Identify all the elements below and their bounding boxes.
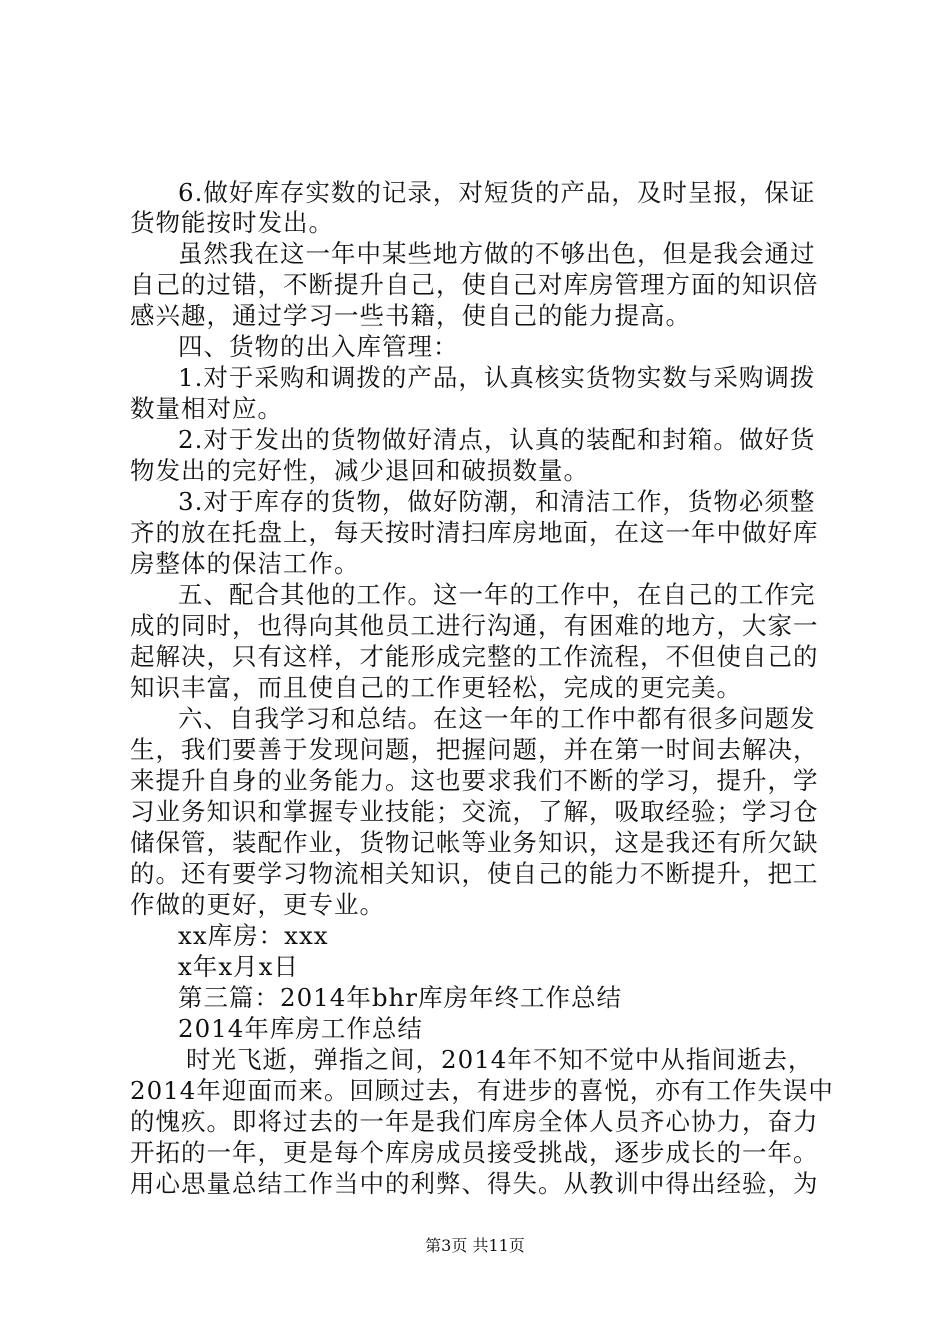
text-line: 数量相对应。 <box>130 394 283 423</box>
text-line: 货物能按时发出。 <box>130 208 334 237</box>
text-line: 六、自我学习和总结。在这一年的工作中都有很多问题发 <box>178 704 816 733</box>
text-line: 6.做好库存实数的记录，对短货的产品，及时呈报，保证 <box>178 178 816 207</box>
text-line: 开拓的一年，更是每个库房成员接受挑战，逐步成长的一年。 <box>130 1138 819 1167</box>
text-line: 来提升自身的业务能力。这也要求我们不断的学习，提升，学 <box>130 766 819 795</box>
text-line: 作做的更好，更专业。 <box>130 890 385 919</box>
date-line: x年x月x日 <box>178 952 299 981</box>
text-line: 习业务知识和掌握专业技能；交流，了解，吸取经验；学习仓 <box>130 797 819 826</box>
text-line: 起解决，只有这样，才能形成完整的工作流程，不但使自己的 <box>130 642 819 671</box>
document-subtitle: 2014年库房工作总结 <box>178 1014 423 1043</box>
text-line: 五、配合其他的工作。这一年的工作中，在自己的工作完 <box>178 580 816 609</box>
text-line: 齐的放在托盘上，每天按时清扫库房地面，在这一年中做好库 <box>130 518 819 547</box>
text-line: 生，我们要善于发现问题，把握问题，并在第一时间去解决， <box>130 735 819 764</box>
text-line: 2.对于发出的货物做好清点，认真的装配和封箱。做好货 <box>178 425 816 454</box>
text-line: 自己的过错，不断提升自己，使自己对库房管理方面的知识倍 <box>130 270 819 299</box>
text-line: 储保管，装配作业，货物记帐等业务知识，这是我还有所欠缺 <box>130 828 819 857</box>
page-number: 第3页 共11页 <box>425 1236 525 1255</box>
text-line: 的。还有要学习物流相关知识，使自己的能力不断提升，把工 <box>130 859 819 888</box>
text-line: 2014年迎面而来。回顾过去，有进步的喜悦，亦有工作失误中 <box>130 1076 834 1105</box>
text-line: 的愧疚。即将过去的一年是我们库房全体人员齐心协力，奋力 <box>130 1107 819 1136</box>
text-line: 感兴趣，通过学习一些书籍，使自己的能力提高。 <box>130 301 691 330</box>
text-line: 用心思量总结工作当中的利弊、得失。从教训中得出经验，为 <box>130 1169 819 1198</box>
chapter-title: 第三篇：2014年bhr库房年终工作总结 <box>178 983 623 1012</box>
text-line: 物发出的完好性，减少退回和破损数量。 <box>130 456 589 485</box>
text-line: 成的同时，也得向其他员工进行沟通，有困难的地方，大家一 <box>130 611 819 640</box>
text-line: 3.对于库存的货物，做好防潮，和清洁工作，货物必须整 <box>178 487 816 516</box>
text-line: 知识丰富，而且使自己的工作更轻松，完成的更完美。 <box>130 673 742 702</box>
text-line: 房整体的保洁工作。 <box>130 549 360 578</box>
text-line: 时光飞逝，弹指之间，2014年不知不觉中从指间逝去， <box>186 1045 814 1074</box>
signature-line: xx库房：xxx <box>178 921 329 950</box>
section-heading: 四、货物的出入库管理： <box>178 332 459 361</box>
text-line: 虽然我在这一年中某些地方做的不够出色，但是我会通过 <box>178 239 816 268</box>
text-line: 1.对于采购和调拨的产品，认真核实货物实数与采购调拨 <box>178 363 816 392</box>
